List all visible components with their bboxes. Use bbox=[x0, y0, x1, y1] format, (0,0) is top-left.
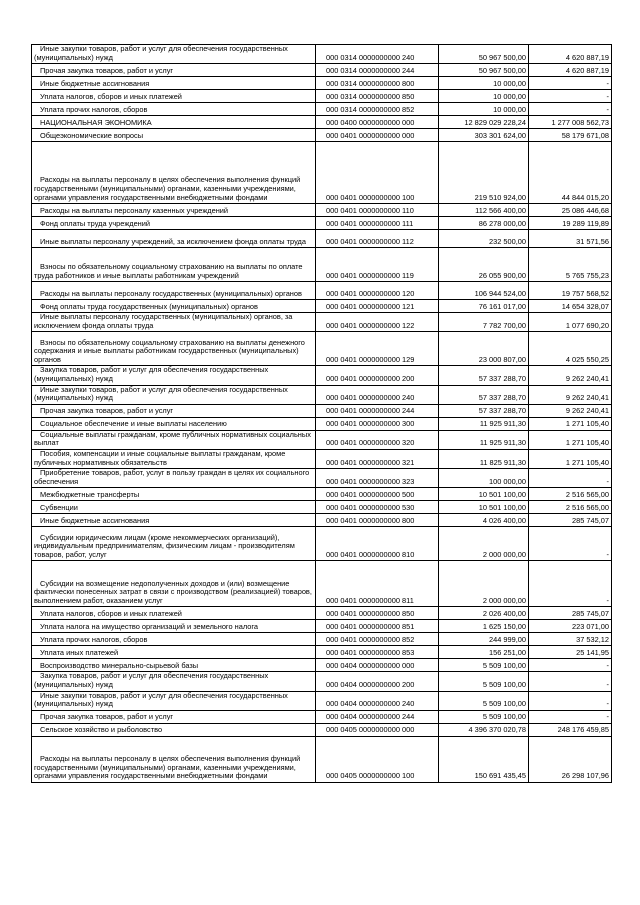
row-code: 000 0401 0000000000 852 bbox=[316, 633, 439, 646]
row-executed: 1 271 105,40 bbox=[529, 430, 612, 449]
table-row bbox=[32, 45, 612, 64]
row-executed: 248 176 459,85 bbox=[529, 723, 612, 736]
table-row bbox=[32, 417, 612, 430]
row-code: 000 0314 0000000000 852 bbox=[316, 103, 439, 116]
row-approved: 10 501 100,00 bbox=[439, 488, 529, 501]
row-approved: 57 337 288,70 bbox=[439, 404, 529, 417]
row-approved: 5 509 100,00 bbox=[439, 672, 529, 691]
table-row bbox=[32, 469, 612, 488]
table-row bbox=[32, 230, 612, 248]
table-row bbox=[32, 449, 612, 468]
table-row bbox=[32, 103, 612, 116]
row-code: 000 0401 0000000000 853 bbox=[316, 646, 439, 659]
row-code: 000 0401 0000000000 811 bbox=[316, 561, 439, 607]
row-name: Взносы по обязательному социальному страхованию на выплаты денежного содержания и иные выплаты работникам государственных (муниципальных) органов bbox=[32, 332, 316, 366]
row-name: Расходы на выплаты персоналу казенных учреждений bbox=[32, 204, 316, 217]
row-code: 000 0400 0000000000 000 bbox=[316, 116, 439, 129]
table-row bbox=[32, 77, 612, 90]
row-name: Уплата прочих налогов, сборов bbox=[32, 103, 316, 116]
row-approved: 10 000,00 bbox=[439, 77, 529, 90]
row-approved: 244 999,00 bbox=[439, 633, 529, 646]
row-executed: - bbox=[529, 672, 612, 691]
row-executed: 25 141,95 bbox=[529, 646, 612, 659]
row-approved: 5 509 100,00 bbox=[439, 659, 529, 672]
table-row bbox=[32, 607, 612, 620]
row-approved: 100 000,00 bbox=[439, 469, 529, 488]
row-code: 000 0401 0000000000 851 bbox=[316, 620, 439, 633]
row-approved: 57 337 288,70 bbox=[439, 385, 529, 404]
row-name: Уплата иных платежей bbox=[32, 646, 316, 659]
row-executed: 58 179 671,08 bbox=[529, 129, 612, 142]
row-code: 000 0314 0000000000 240 bbox=[316, 45, 439, 64]
row-approved: 11 925 911,30 bbox=[439, 417, 529, 430]
row-approved: 150 691 435,45 bbox=[439, 736, 529, 782]
table-row bbox=[32, 300, 612, 313]
table-row bbox=[32, 620, 612, 633]
row-executed: 19 757 568,52 bbox=[529, 282, 612, 300]
row-name: Субсидии на возмещение недополученных доходов и (или) возмещение фактически понесенных затрат в связи с производством (реализацией) товаров, выполнением работ, оказанием услуг bbox=[32, 561, 316, 607]
row-name: Взносы по обязательному социальному страхованию на выплаты по оплате труда работников и иные выплаты работникам учреждений bbox=[32, 248, 316, 282]
row-executed: 285 745,07 bbox=[529, 514, 612, 527]
row-code: 000 0401 0000000000 122 bbox=[316, 313, 439, 332]
row-name: НАЦИОНАЛЬНАЯ ЭКОНОМИКА bbox=[32, 116, 316, 129]
budget-execution-table bbox=[31, 44, 612, 783]
table-row bbox=[32, 366, 612, 385]
row-executed: 25 086 446,68 bbox=[529, 204, 612, 217]
row-executed: 37 532,12 bbox=[529, 633, 612, 646]
table-row bbox=[32, 514, 612, 527]
row-approved: 5 509 100,00 bbox=[439, 710, 529, 723]
row-approved: 50 967 500,00 bbox=[439, 64, 529, 77]
row-executed: 9 262 240,41 bbox=[529, 366, 612, 385]
row-executed: 31 571,56 bbox=[529, 230, 612, 248]
table-body bbox=[32, 45, 612, 783]
row-approved: 4 396 370 020,78 bbox=[439, 723, 529, 736]
row-name: Расходы на выплаты персоналу государственных (муниципальных) органов bbox=[32, 282, 316, 300]
row-executed: 2 516 565,00 bbox=[529, 501, 612, 514]
table-row bbox=[32, 646, 612, 659]
row-executed: - bbox=[529, 90, 612, 103]
row-executed: 1 277 008 562,73 bbox=[529, 116, 612, 129]
row-name: Уплата налогов, сборов и иных платежей bbox=[32, 607, 316, 620]
row-executed: - bbox=[529, 659, 612, 672]
row-approved: 5 509 100,00 bbox=[439, 691, 529, 710]
row-approved: 2 000 000,00 bbox=[439, 527, 529, 561]
row-approved: 232 500,00 bbox=[439, 230, 529, 248]
row-code: 000 0314 0000000000 800 bbox=[316, 77, 439, 90]
row-approved: 11 925 911,30 bbox=[439, 430, 529, 449]
row-approved: 1 625 150,00 bbox=[439, 620, 529, 633]
row-approved: 57 337 288,70 bbox=[439, 366, 529, 385]
table-row bbox=[32, 204, 612, 217]
row-executed: - bbox=[529, 77, 612, 90]
row-code: 000 0401 0000000000 850 bbox=[316, 607, 439, 620]
row-executed: - bbox=[529, 561, 612, 607]
row-name: Закупка товаров, работ и услуг для обеспечения государственных (муниципальных) нужд bbox=[32, 366, 316, 385]
table-row bbox=[32, 501, 612, 514]
row-code: 000 0401 0000000000 800 bbox=[316, 514, 439, 527]
row-code: 000 0401 0000000000 111 bbox=[316, 217, 439, 230]
table-row bbox=[32, 116, 612, 129]
row-code: 000 0404 0000000000 244 bbox=[316, 710, 439, 723]
row-code: 000 0401 0000000000 244 bbox=[316, 404, 439, 417]
row-approved: 10 000,00 bbox=[439, 103, 529, 116]
row-executed: 26 298 107,96 bbox=[529, 736, 612, 782]
row-approved: 106 944 524,00 bbox=[439, 282, 529, 300]
row-code: 000 0405 0000000000 100 bbox=[316, 736, 439, 782]
row-executed: 1 271 105,40 bbox=[529, 417, 612, 430]
table-row bbox=[32, 527, 612, 561]
row-approved: 10 501 100,00 bbox=[439, 501, 529, 514]
row-approved: 23 000 807,00 bbox=[439, 332, 529, 366]
row-executed: 2 516 565,00 bbox=[529, 488, 612, 501]
row-executed: 285 745,07 bbox=[529, 607, 612, 620]
table-row bbox=[32, 723, 612, 736]
row-executed: - bbox=[529, 710, 612, 723]
row-code: 000 0404 0000000000 240 bbox=[316, 691, 439, 710]
table-row bbox=[32, 282, 612, 300]
row-code: 000 0401 0000000000 300 bbox=[316, 417, 439, 430]
row-approved: 12 829 029 228,24 bbox=[439, 116, 529, 129]
row-executed: - bbox=[529, 469, 612, 488]
row-approved: 2 026 400,00 bbox=[439, 607, 529, 620]
row-executed: 4 620 887,19 bbox=[529, 64, 612, 77]
row-code: 000 0401 0000000000 110 bbox=[316, 204, 439, 217]
row-code: 000 0401 0000000000 000 bbox=[316, 129, 439, 142]
row-approved: 156 251,00 bbox=[439, 646, 529, 659]
row-executed: 1 271 105,40 bbox=[529, 449, 612, 468]
row-code: 000 0401 0000000000 500 bbox=[316, 488, 439, 501]
row-name: Уплата налога на имущество организаций и земельного налога bbox=[32, 620, 316, 633]
row-code: 000 0401 0000000000 200 bbox=[316, 366, 439, 385]
row-executed: 4 025 550,25 bbox=[529, 332, 612, 366]
row-executed: 1 077 690,20 bbox=[529, 313, 612, 332]
table-row bbox=[32, 736, 612, 782]
row-approved: 4 026 400,00 bbox=[439, 514, 529, 527]
row-code: 000 0401 0000000000 240 bbox=[316, 385, 439, 404]
row-name: Уплата налогов, сборов и иных платежей bbox=[32, 90, 316, 103]
row-name: Субсидии юридическим лицам (кроме некоммерческих организаций), индивидуальным предпринимателям, физическим лицам - производителям товаров, работ, услуг bbox=[32, 527, 316, 561]
table-row bbox=[32, 691, 612, 710]
row-code: 000 0401 0000000000 120 bbox=[316, 282, 439, 300]
row-executed: - bbox=[529, 691, 612, 710]
table-row bbox=[32, 385, 612, 404]
row-code: 000 0401 0000000000 129 bbox=[316, 332, 439, 366]
row-name: Иные выплаты персоналу учреждений, за исключением фонда оплаты труда bbox=[32, 230, 316, 248]
table-row bbox=[32, 659, 612, 672]
row-code: 000 0404 0000000000 000 bbox=[316, 659, 439, 672]
row-name: Прочая закупка товаров, работ и услуг bbox=[32, 710, 316, 723]
table-row bbox=[32, 142, 612, 204]
table-row bbox=[32, 561, 612, 607]
row-approved: 11 825 911,30 bbox=[439, 449, 529, 468]
row-approved: 219 510 924,00 bbox=[439, 142, 529, 204]
row-name: Межбюджетные трансферты bbox=[32, 488, 316, 501]
row-code: 000 0401 0000000000 121 bbox=[316, 300, 439, 313]
row-approved: 7 782 700,00 bbox=[439, 313, 529, 332]
row-name: Иные бюджетные ассигнования bbox=[32, 77, 316, 90]
row-executed: 44 844 015,20 bbox=[529, 142, 612, 204]
table-row bbox=[32, 90, 612, 103]
row-code: 000 0401 0000000000 530 bbox=[316, 501, 439, 514]
row-name: Воспроизводство минерально-сырьевой базы bbox=[32, 659, 316, 672]
row-code: 000 0401 0000000000 112 bbox=[316, 230, 439, 248]
row-name: Уплата прочих налогов, сборов bbox=[32, 633, 316, 646]
row-name: Пособия, компенсации и иные социальные выплаты гражданам, кроме публичных нормативных обязательств bbox=[32, 449, 316, 468]
row-name: Социальные выплаты гражданам, кроме публичных нормативных социальных выплат bbox=[32, 430, 316, 449]
row-name: Иные закупки товаров, работ и услуг для обеспечения государственных (муниципальных) нужд bbox=[32, 45, 316, 64]
table-row bbox=[32, 313, 612, 332]
row-approved: 76 161 017,00 bbox=[439, 300, 529, 313]
row-name: Расходы на выплаты персоналу в целях обеспечения выполнения функций государственными (муниципальными) органами, казенными учреждениями, органами управления государственными внебюджетными фондами bbox=[32, 142, 316, 204]
table-row bbox=[32, 64, 612, 77]
table-row bbox=[32, 248, 612, 282]
row-executed: 9 262 240,41 bbox=[529, 404, 612, 417]
row-executed: 223 071,00 bbox=[529, 620, 612, 633]
table-row bbox=[32, 404, 612, 417]
row-name: Иные закупки товаров, работ и услуг для обеспечения государственных (муниципальных) нужд bbox=[32, 385, 316, 404]
row-executed: 9 262 240,41 bbox=[529, 385, 612, 404]
row-executed: 5 765 755,23 bbox=[529, 248, 612, 282]
row-executed: 19 289 119,89 bbox=[529, 217, 612, 230]
row-name: Фонд оплаты труда учреждений bbox=[32, 217, 316, 230]
table-row bbox=[32, 633, 612, 646]
row-code: 000 0401 0000000000 321 bbox=[316, 449, 439, 468]
row-approved: 2 000 000,00 bbox=[439, 561, 529, 607]
table-row bbox=[32, 129, 612, 142]
table-row bbox=[32, 488, 612, 501]
row-executed: 4 620 887,19 bbox=[529, 45, 612, 64]
row-executed: - bbox=[529, 527, 612, 561]
row-code: 000 0404 0000000000 200 bbox=[316, 672, 439, 691]
table-row bbox=[32, 217, 612, 230]
row-approved: 303 301 624,00 bbox=[439, 129, 529, 142]
row-code: 000 0401 0000000000 810 bbox=[316, 527, 439, 561]
row-code: 000 0314 0000000000 244 bbox=[316, 64, 439, 77]
row-code: 000 0401 0000000000 320 bbox=[316, 430, 439, 449]
row-code: 000 0314 0000000000 850 bbox=[316, 90, 439, 103]
row-name: Субвенции bbox=[32, 501, 316, 514]
row-name: Социальное обеспечение и иные выплаты населению bbox=[32, 417, 316, 430]
row-code: 000 0401 0000000000 323 bbox=[316, 469, 439, 488]
row-code: 000 0405 0000000000 000 bbox=[316, 723, 439, 736]
row-name: Приобретение товаров, работ, услуг в пользу граждан в целях их социального обеспечения bbox=[32, 469, 316, 488]
row-name: Закупка товаров, работ и услуг для обеспечения государственных (муниципальных) нужд bbox=[32, 672, 316, 691]
table-row bbox=[32, 672, 612, 691]
row-approved: 50 967 500,00 bbox=[439, 45, 529, 64]
row-executed: 14 654 328,07 bbox=[529, 300, 612, 313]
row-name: Сельское хозяйство и рыболовство bbox=[32, 723, 316, 736]
table-row bbox=[32, 710, 612, 723]
row-name: Иные закупки товаров, работ и услуг для обеспечения государственных (муниципальных) нужд bbox=[32, 691, 316, 710]
row-code: 000 0401 0000000000 119 bbox=[316, 248, 439, 282]
row-name: Расходы на выплаты персоналу в целях обеспечения выполнения функций государственными (муниципальными) органами, казенными учреждениями, органами управления государственными внебюджетными фондами bbox=[32, 736, 316, 782]
row-name: Иные бюджетные ассигнования bbox=[32, 514, 316, 527]
table-row bbox=[32, 430, 612, 449]
row-name: Общеэкономические вопросы bbox=[32, 129, 316, 142]
row-approved: 26 055 900,00 bbox=[439, 248, 529, 282]
row-approved: 86 278 000,00 bbox=[439, 217, 529, 230]
row-code: 000 0401 0000000000 100 bbox=[316, 142, 439, 204]
row-name: Иные выплаты персоналу государственных (муниципальных) органов, за исключением фонда оплаты труда bbox=[32, 313, 316, 332]
row-name: Фонд оплаты труда государственных (муниципальных) органов bbox=[32, 300, 316, 313]
row-name: Прочая закупка товаров, работ и услуг bbox=[32, 404, 316, 417]
row-executed: - bbox=[529, 103, 612, 116]
row-approved: 10 000,00 bbox=[439, 90, 529, 103]
row-approved: 112 566 400,00 bbox=[439, 204, 529, 217]
table-row bbox=[32, 332, 612, 366]
row-name: Прочая закупка товаров, работ и услуг bbox=[32, 64, 316, 77]
